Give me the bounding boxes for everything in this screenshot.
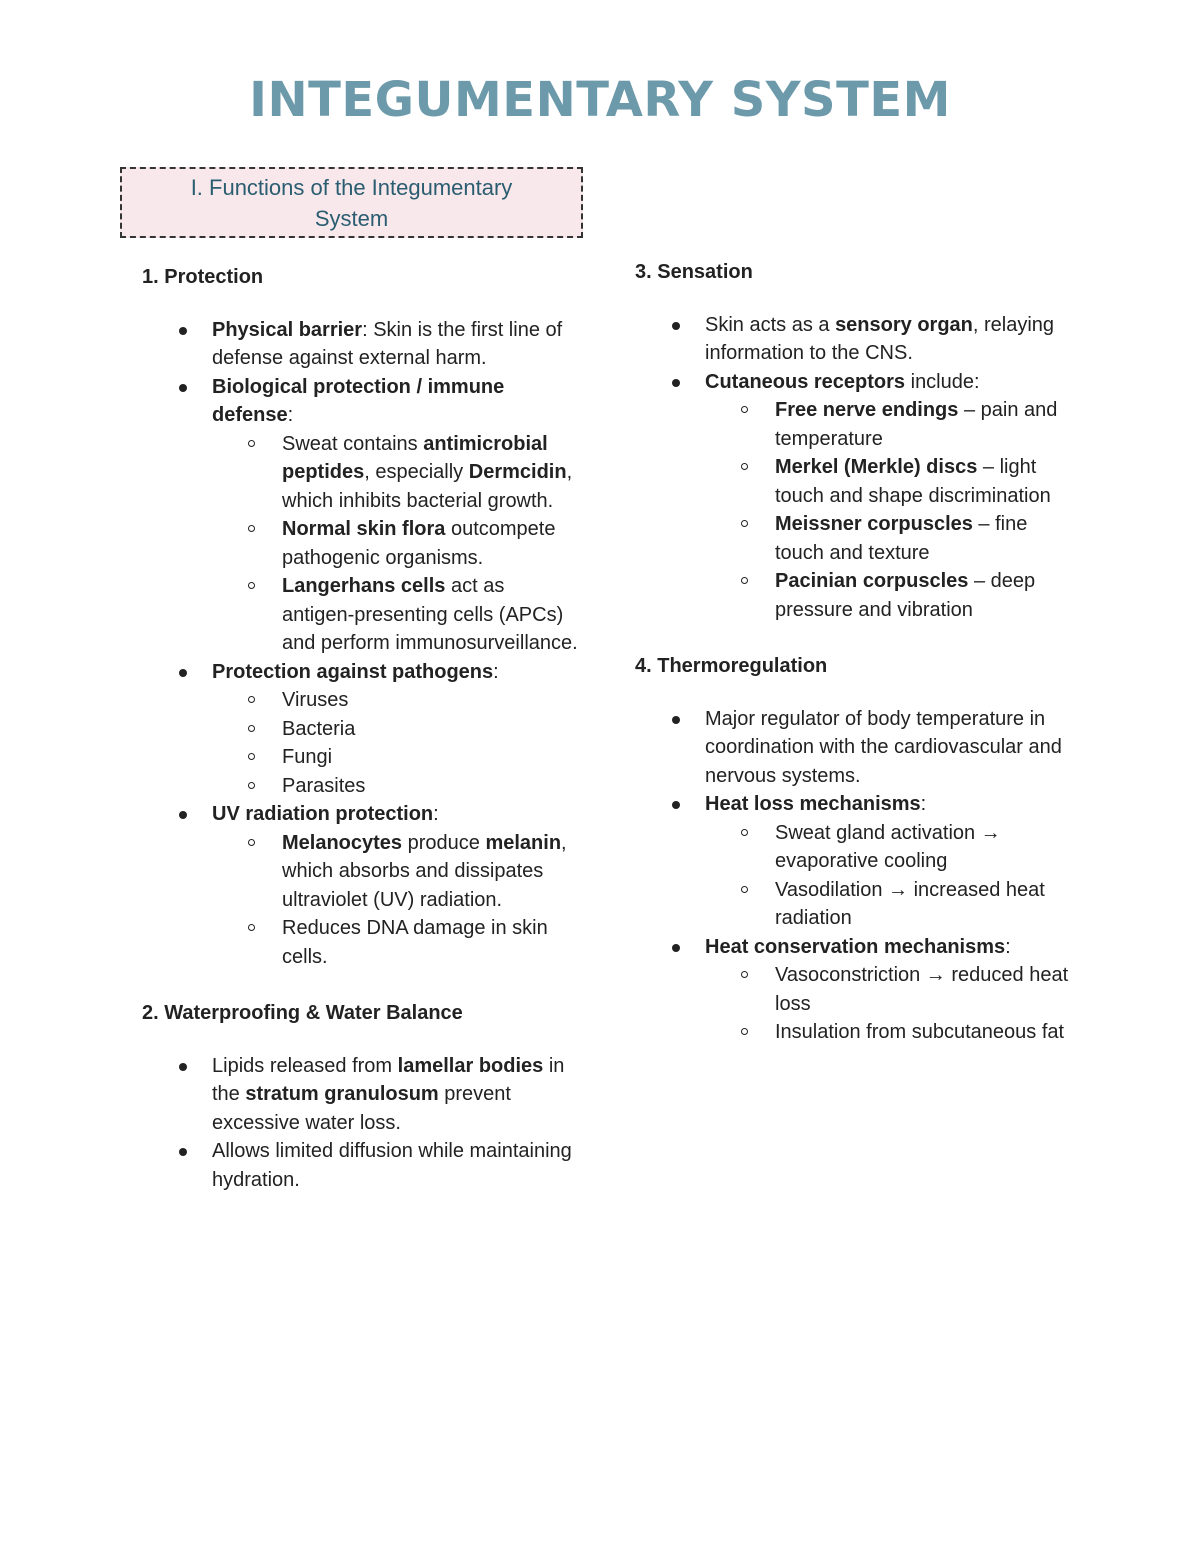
protection-heading: 1. Protection xyxy=(142,266,264,288)
list-item: Fungi xyxy=(212,743,582,772)
list-item: Reduces DNA damage in skin cells. xyxy=(212,914,582,971)
list-item: Free nerve endings – pain and temperature xyxy=(705,396,1075,453)
list-item: Viruses xyxy=(212,686,582,715)
list-item: Heat conservation mechanisms: Vasoconstriction → reduced heat loss Insulation from subcutaneous fat xyxy=(635,933,1075,1047)
list-item: Sweat gland activation → evaporative cooling xyxy=(705,819,1075,876)
water-heading: 2. Waterproofing & Water Balance xyxy=(142,1002,463,1024)
list-item: Skin acts as a sensory organ, relaying information to the CNS. xyxy=(635,311,1075,368)
sub-list xyxy=(282,829,582,972)
list-item: Pacinian corpuscles – deep pressure and vibration xyxy=(705,567,1075,624)
sub-list xyxy=(282,430,582,658)
list-item: Melanocytes produce melanin, which absorbs and dissipates ultraviolet (UV) radiation. xyxy=(212,829,582,915)
list-item: Allows limited diffusion while maintaining hydration. xyxy=(142,1137,582,1194)
list-item: Meissner corpuscles – fine touch and texture xyxy=(705,510,1075,567)
sensation-heading: 3. Sensation xyxy=(635,261,753,283)
list-item: Physical barrier: Skin is the first line of defense against external harm. xyxy=(142,316,582,373)
section-heading-box xyxy=(120,167,583,238)
protection-list xyxy=(142,316,582,972)
sub-list xyxy=(282,686,582,800)
list-item: Lipids released from lamellar bodies in the stratum granulosum prevent excessive water loss. xyxy=(142,1052,582,1138)
list-item: Vasodilation → increased heat radiation xyxy=(705,876,1075,933)
list-item: Normal skin flora outcompete pathogenic organisms. xyxy=(212,515,582,572)
water-list xyxy=(142,1052,582,1195)
list-item: Major regulator of body temperature in coordination with the cardiovascular and nervous systems. xyxy=(635,705,1075,791)
list-item: Cutaneous receptors include: Free nerve endings – pain and temperature Merkel (Merkle) discs – light touch and shape discrimination Meissner corpuscles – fine touch and texture Pacinian corpuscles – deep pressure and vibration xyxy=(635,368,1075,625)
list-item: Merkel (Merkle) discs – light touch and shape discrimination xyxy=(705,453,1075,510)
section-heading: I. Functions of the Integumentary System xyxy=(190,174,513,231)
list-item: UV radiation protection: Melanocytes produce melanin, which absorbs and dissipates ultraviolet (UV) radiation. Reduces DNA damage in skin cells. xyxy=(142,800,582,971)
list-item: Bacteria xyxy=(212,715,582,744)
thermo-list xyxy=(635,705,1075,1047)
list-item: Protection against pathogens: Viruses Bacteria Fungi Parasites xyxy=(142,658,582,801)
list-item: Biological protection / immune defense: Sweat contains antimicrobial peptides, especially Dermcidin, which inhibits bacterial growth. Normal skin flora outcompete pathogenic organisms. Langerhans cells act as antigen-presenting cells (APCs) and perform immunosurveillance. xyxy=(142,373,582,658)
list-item: Langerhans cells act as antigen-presenting cells (APCs) and perform immunosurveillance. xyxy=(212,572,582,658)
list-item: Heat loss mechanisms: Sweat gland activation → evaporative cooling Vasodilation → increased heat radiation xyxy=(635,790,1075,933)
list-item: Vasoconstriction → reduced heat loss xyxy=(705,961,1075,1018)
sub-list xyxy=(775,961,1075,1047)
list-item: Insulation from subcutaneous fat xyxy=(705,1018,1075,1047)
list-item: Parasites xyxy=(212,772,582,801)
thermo-heading: 4. Thermoregulation xyxy=(635,655,828,677)
page-title: INTEGUMENTARY SYSTEM xyxy=(249,72,951,128)
sub-list xyxy=(775,819,1075,933)
right-column xyxy=(635,258,1075,1047)
left-column xyxy=(142,263,582,1194)
list-item: Sweat contains antimicrobial peptides, especially Dermcidin, which inhibits bacterial growth. xyxy=(212,430,582,516)
sensation-list xyxy=(635,311,1075,625)
sub-list xyxy=(775,396,1075,624)
